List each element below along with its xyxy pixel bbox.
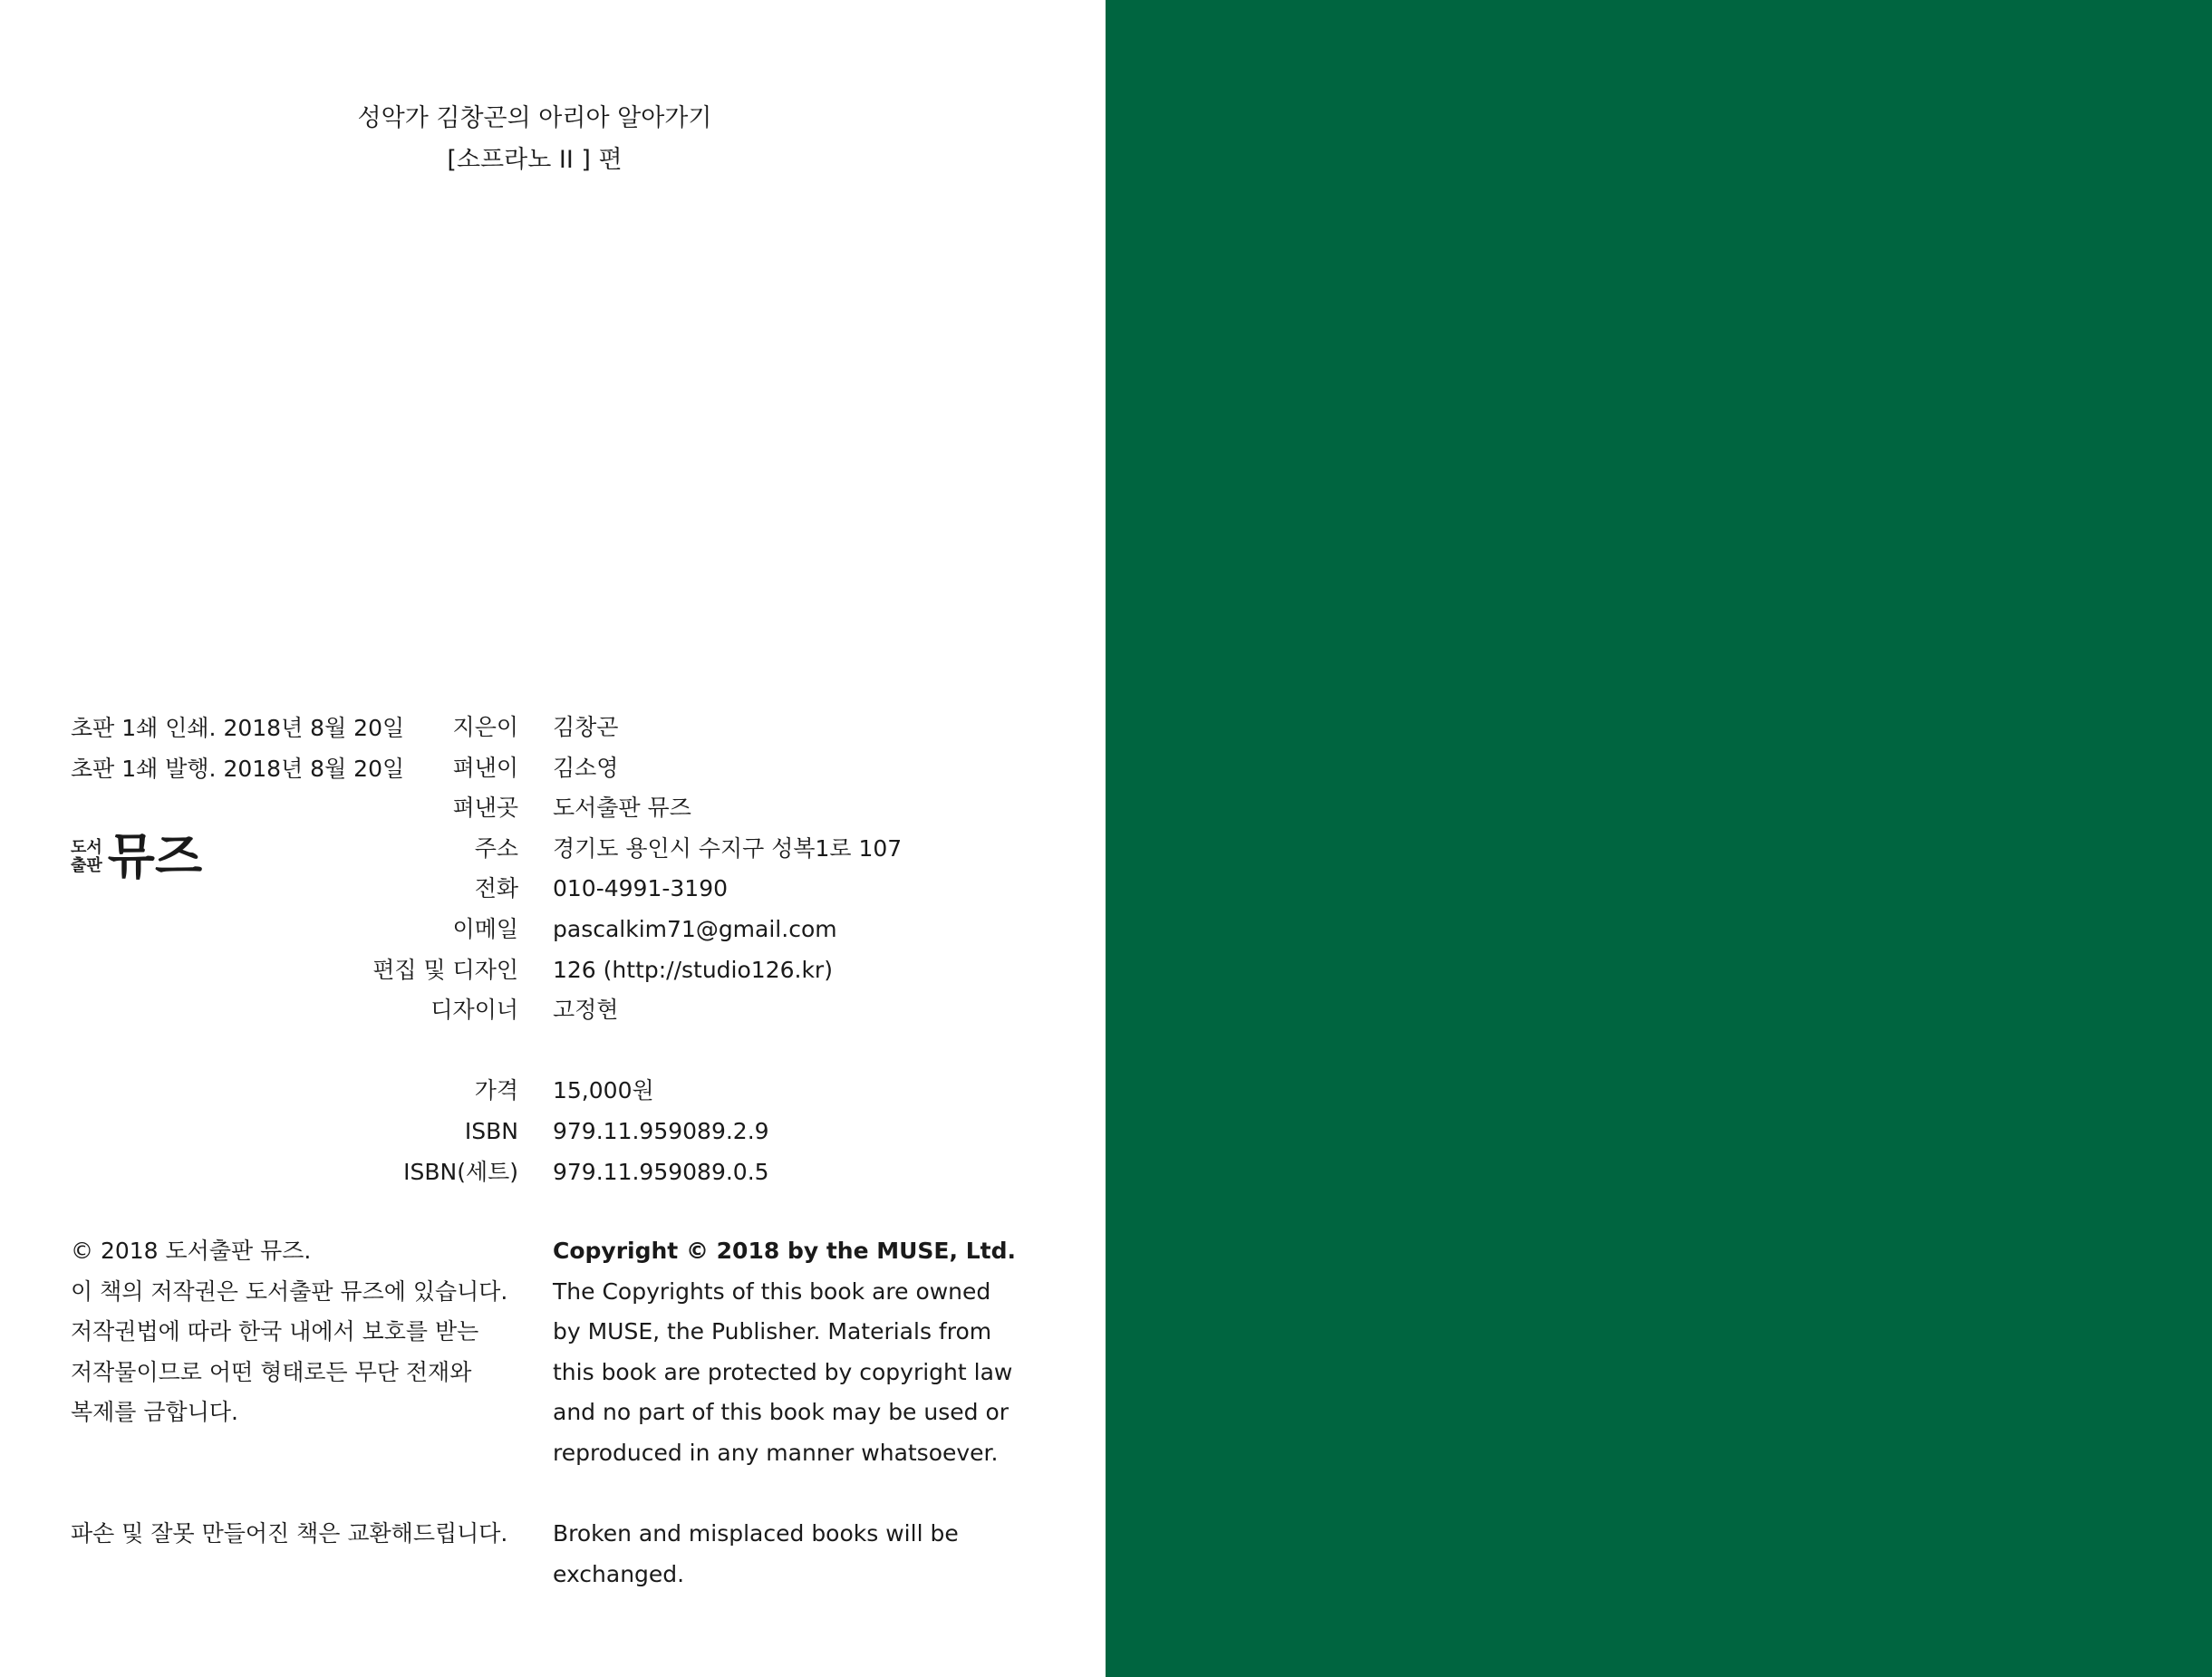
copyright-en-line: The Copyrights of this book are owned <box>553 1277 991 1305</box>
info-row-phone <box>344 869 902 910</box>
email-label: 이메일 <box>452 915 518 942</box>
info-row-edit-design <box>344 950 902 991</box>
info-row-price <box>344 1071 902 1112</box>
copyright-en-line: this book are protected by copyright law <box>553 1358 1013 1385</box>
book-title-line1: 성악가 김창곤의 아리아 알아가기 <box>357 104 712 132</box>
info-row-house <box>344 788 902 829</box>
author-value: 김창곤 <box>553 714 619 740</box>
copyright-ko-line: 이 책의 저작권은 도서출판 뮤즈에 있습니다. <box>71 1277 508 1305</box>
address-label: 주소 <box>474 834 518 862</box>
isbn-label: ISBN <box>464 1117 518 1144</box>
first-publish-date: 초판 1쇄 발행. 2018년 8월 20일 <box>71 756 405 782</box>
copyright-ko-line: © 2018 도서출판 뮤즈. <box>71 1238 312 1264</box>
copyright-ko-line: 저작권법에 따라 한국 내에서 보호를 받는 <box>71 1318 479 1345</box>
copyright-korean <box>71 1231 507 1433</box>
designer-label: 디자이너 <box>430 997 518 1024</box>
damage-notice-korean: 파손 및 잘못 만들어진 책은 교환해드립니다. <box>71 1520 508 1547</box>
author-label: 지은이 <box>452 714 518 740</box>
copyright-ko-line: 복제를 금합니다. <box>71 1399 238 1426</box>
logo-small-bottom: 출판 <box>71 856 102 875</box>
info-row-email <box>344 910 902 950</box>
green-cover-panel <box>1106 0 2212 1677</box>
info-row-isbn <box>344 1112 902 1152</box>
book-title <box>0 98 1069 181</box>
phone-label: 전화 <box>474 875 518 902</box>
copyright-en-line: and no part of this book may be used or <box>553 1399 1009 1426</box>
copyright-en-line: by MUSE, the Publisher. Materials from <box>553 1318 992 1345</box>
price-value: 15,000원 <box>553 1077 654 1104</box>
house-label: 펴낸곳 <box>452 795 518 822</box>
copyright-ko-line: 저작물이므로 어떤 형태로든 무단 전재와 <box>71 1358 472 1385</box>
info-row-isbn-set <box>344 1152 902 1193</box>
publisher-label: 펴낸이 <box>452 754 518 781</box>
copyright-en-heading: Copyright © 2018 by the MUSE, Ltd. <box>553 1238 1016 1264</box>
house-value: 도서출판 뮤즈 <box>553 795 691 822</box>
info-spacer <box>344 1031 902 1072</box>
damage-en-line: exchanged. <box>553 1560 685 1587</box>
isbn-set-label: ISBN(세트) <box>403 1158 518 1185</box>
address-value: 경기도 용인시 수지구 성복1로 107 <box>553 834 903 862</box>
edit-design-label: 편집 및 디자인 <box>372 956 518 983</box>
isbn-value: 979.11.959089.2.9 <box>553 1117 769 1144</box>
copyright-english <box>553 1231 1016 1474</box>
damage-notice-english <box>553 1514 959 1595</box>
edit-design-value: 126 (http://studio126.kr) <box>553 956 833 983</box>
price-label: 가격 <box>474 1077 518 1104</box>
info-row-address <box>344 829 902 870</box>
publication-info-table <box>344 708 902 1192</box>
publisher-value: 김소영 <box>553 754 619 781</box>
first-print-date: 초판 1쇄 인쇄. 2018년 8월 20일 <box>71 715 405 741</box>
email-value: pascalkim71@gmail.com <box>553 915 837 942</box>
logo-small-top: 도서 <box>71 838 102 857</box>
logo-big-text: 뮤즈 <box>107 828 203 885</box>
info-row-publisher <box>344 748 902 789</box>
designer-value: 고정현 <box>553 997 619 1024</box>
publisher-logo <box>71 828 203 885</box>
damage-en-line: Broken and misplaced books will be <box>553 1520 959 1547</box>
info-row-author <box>344 708 902 748</box>
info-row-designer <box>344 990 902 1031</box>
logo-small-text <box>71 839 102 875</box>
phone-value: 010-4991-3190 <box>553 875 729 902</box>
book-title-line2: [소프라노 II ] 편 <box>447 146 623 174</box>
copyright-en-line: reproduced in any manner whatsoever. <box>553 1439 999 1466</box>
isbn-set-value: 979.11.959089.0.5 <box>553 1158 769 1185</box>
